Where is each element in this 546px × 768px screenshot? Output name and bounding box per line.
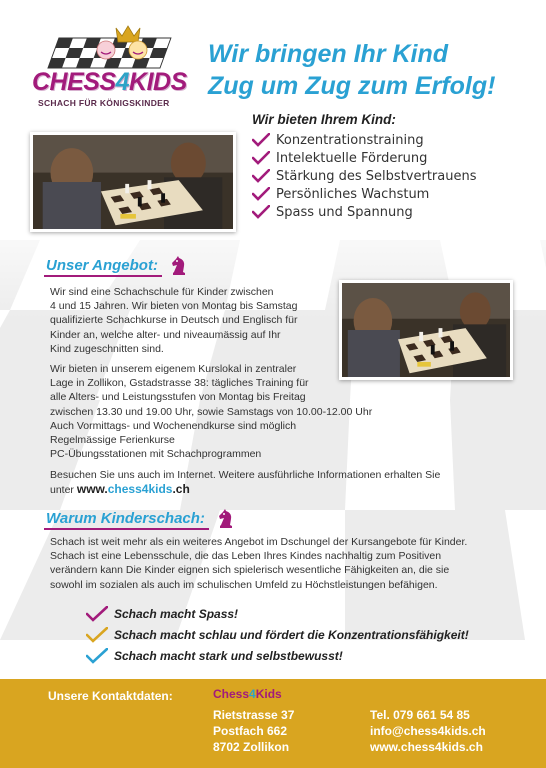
offer-list-item: Spass und Spannung <box>252 203 476 221</box>
website-link[interactable]: www.chess4kids.ch <box>76 482 190 497</box>
knight-icon <box>215 508 237 530</box>
slogan-item: Schach macht stark und selbstbewusst! <box>86 645 469 666</box>
headline-line-1: Wir bringen Ihr Kind <box>208 40 449 68</box>
contact-footer <box>0 679 546 768</box>
phone-number[interactable]: Tel. 079 661 54 85 <box>370 708 470 722</box>
email-link[interactable]: info@chess4kids.ch <box>370 724 486 738</box>
slogan-item: Schach macht schlau und fördert die Konzentrationsfähigkeit! <box>86 624 469 645</box>
checkmark-icon <box>252 133 270 147</box>
checkmark-icon <box>252 151 270 165</box>
address-block: Rietstrasse 37 Postfach 662 8702 Zollikon <box>213 708 295 754</box>
checkmark-icon <box>252 205 270 219</box>
photo-children-playing-chess <box>30 132 236 232</box>
slogan-item: Schach macht Spass! <box>86 603 469 624</box>
offer-list-item: Konzentrationstraining <box>252 131 476 149</box>
logo-chessboard-icon <box>46 24 176 70</box>
footer-brand: Chess4Kids <box>213 687 282 701</box>
checkmark-icon <box>86 627 108 643</box>
logo-wordmark: CHESS4KIDS <box>32 68 187 96</box>
contact-label: Unsere Kontaktdaten: <box>48 689 173 703</box>
website-link-footer[interactable]: www.chess4kids.ch <box>370 740 483 754</box>
checkmark-icon <box>252 169 270 183</box>
offer-list-item: Intelektuelle Förderung <box>252 149 476 167</box>
knight-icon <box>168 255 190 277</box>
offer-section <box>252 112 476 221</box>
section-title-angebot: Unser Angebot: <box>44 255 190 277</box>
chess4kids-logo <box>28 18 188 110</box>
headline <box>208 38 495 102</box>
contact-block <box>370 707 486 755</box>
angebot-paragraph-1: Wir sind eine Schachschule für Kinder zwischen 4 und 15 Jahren. Wir bieten von Montag bis Samstag qualifizierte Schachkurse in Deutsch und Englisch für Kinder an, welche alter- und niveaumässig auf Ihr Kind zugeschnitten sind. <box>50 286 298 355</box>
headline-line-2: Zug um Zug zum Erfolg! <box>208 72 496 100</box>
checkmark-icon <box>86 606 108 622</box>
section-title-warum: Warum Kinderschach: <box>44 508 237 530</box>
angebot-paragraph-3: Besuchen Sie uns auch im Internet. Weitere ausführliche Informationen erhalten Sie unter www.chess4kids.ch <box>50 469 441 497</box>
offer-list-item: Stärkung des Selbstvertrauens <box>252 167 476 185</box>
slogan-list <box>86 603 469 666</box>
offer-list <box>252 131 476 221</box>
offer-list-item: Persönliches Wachstum <box>252 185 476 203</box>
warum-paragraph: Schach ist weit mehr als ein weiteres Angebot im Dschungel der Kursangebote für Kinder. Schach ist eine Lebensschule, die das Leben Ihres Kindes nachhaltig zum Positiven verändern kann Die Kinder eignen sich spielerisch wesentliche Fähigkeiten an, die sie sowohl im sozialen als auch im schulischen Umfeld zu Höchstleistungen befähigen. <box>50 536 468 591</box>
checkmark-icon <box>86 648 108 664</box>
angebot-paragraph-2: Wir bieten in unserem eigenem Kurslokal in zentraler Lage in Zollikon, Gstadstrasse 38: tägliches Training für alle Alters- und Leistungsstufen von Montag bis Freitag zwischen 13.30 und 19.00 Uhr, sowie Samstags von 10.00-12.00 Uhr Auch Vormittags- und Wochenendkurse sind möglich Regelmässige Ferienkurse PC-Übungsstationen mit Schachprogrammen <box>50 363 373 461</box>
checkmark-icon <box>252 187 270 201</box>
offer-title: Wir bieten Ihrem Kind: <box>252 112 396 127</box>
logo-tagline: SCHACH FÜR KÖNIGSKINDER <box>38 98 170 108</box>
crown-icon <box>116 26 140 42</box>
